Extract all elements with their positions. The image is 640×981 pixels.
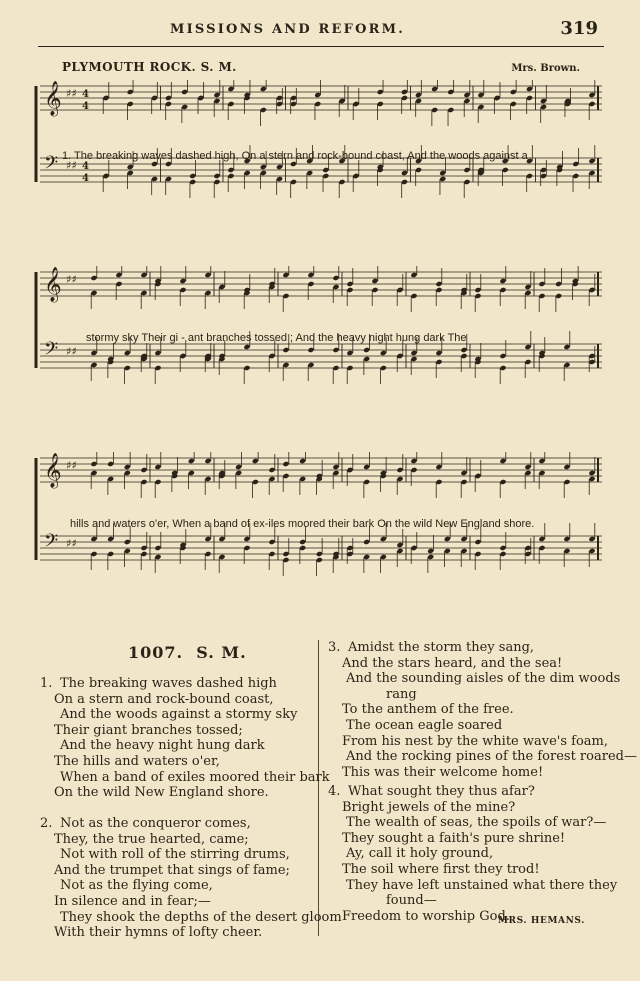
verse-line: And the stars heard, and the sea! [342,655,563,671]
verse-line: Not as the conqueror comes, [60,816,251,831]
verse-line: The wealth of seas, the spoils of war?— [346,815,607,831]
svg-text:♯♯: ♯♯ [66,459,77,472]
page-number: 319 [560,18,598,39]
treble-staff [40,266,602,312]
lyric-line-1: 1. The breaking waves dashed high, On a stern and rock-bound coast, And the woods against a [62,150,528,162]
verse-line: found— [386,893,437,909]
verse-2 [40,816,342,941]
verse-line: Amidst the storm they sang, [348,640,535,655]
lyric-line-3: hills and waters o'er, When a band of ex-iles moored their bark On the wild New England shore. [70,518,535,530]
verse-line: They shook the depths of the desert gloom [60,909,342,925]
verse-line: And the sounding aisles of the dim woods [346,671,621,687]
verse-line: Not as the flying come, [60,878,213,894]
svg-text:♯♯: ♯♯ [66,345,77,358]
verse-line: To the anthem of the free. [342,702,514,718]
svg-text:4: 4 [82,161,89,172]
verse-line: What sought they thus afar? [348,784,535,799]
verse-number: 3. [328,640,341,655]
verse-line: The hills and waters o'er, [54,753,220,769]
svg-text:4: 4 [82,89,89,100]
svg-text:♯♯: ♯♯ [66,159,77,172]
running-title: MISSIONS AND REFORM. [170,22,405,37]
verse-line: When a band of exiles moored their bark [60,769,330,785]
svg-text:𝄢: 𝄢 [44,339,59,364]
verse-line: And the trumpet that sings of fame; [54,862,290,878]
treble-staff [40,80,602,126]
treble-staff [40,452,602,498]
verse-line: Bright jewels of the mine? [342,799,516,815]
verse-line: Freedom to worship God. [342,908,510,924]
svg-text:𝄢: 𝄢 [44,153,59,178]
verse-1 [40,676,330,801]
verse-line: Their giant branches tossed; [54,722,243,738]
hymn-number: 1007. [128,643,184,662]
svg-text:𝄞: 𝄞 [44,81,62,116]
verse-line: Ay, call it holy ground, [346,846,494,862]
svg-text:♯♯: ♯♯ [66,87,77,100]
hymn-author: MRS. HEMANS. [498,916,585,926]
hymn-number-heading [128,643,247,662]
verse-line: The breaking waves dashed high [60,676,277,691]
verse-number: 1. [40,676,53,691]
verse-line: rang [386,686,417,702]
verse-line: And the rocking pines of the forest roared— [346,749,637,765]
verse-line: They have left unstained what there they [346,877,618,893]
verse-number: 4. [328,784,341,799]
verse-4 [328,784,617,924]
verse-line: And the woods against a stormy sky [60,707,298,723]
svg-text:𝄢: 𝄢 [44,531,59,556]
svg-text:♯♯: ♯♯ [66,273,77,286]
svg-text:♯♯: ♯♯ [66,537,77,550]
verse-line: Not with roll of the stirring drums, [60,847,290,863]
verse-line: In silence and in fear;— [54,893,211,909]
svg-text:4: 4 [82,173,89,184]
verse-line: This was their welcome home! [342,764,544,780]
verse-line: On the wild New England shore. [54,785,269,801]
verse-line: With their hymns of lofty cheer. [54,925,263,941]
svg-text:𝄞: 𝄞 [44,267,62,302]
verse-line: And the heavy night hung dark [60,738,265,754]
verse-line: On a stern and rock-bound coast, [54,691,274,707]
tune-name: PLYMOUTH ROCK. S. M. [62,60,237,74]
verse-number: 2. [40,816,53,831]
verse-line: They, the true hearted, came; [54,831,249,847]
lyric-line-2: stormy sky Their gi - ant branches tossed ; And the heavy night hung dark The [86,332,467,344]
svg-text:4: 4 [82,101,89,112]
header-rule [38,46,604,47]
verse-line: From his nest by the white wave's foam, [342,733,609,749]
verse-line: They sought a faith's pure shrine! [342,830,566,846]
verse-3 [328,640,637,780]
running-head [0,20,640,44]
composer-credit: Mrs. Brown. [511,63,580,74]
verse-line: The soil where first they trod! [342,861,540,877]
verse-line: The ocean eagle soared [346,717,503,733]
hymn-meter: S. M. [196,643,247,662]
bass-staff [40,523,602,576]
svg-text:𝄞: 𝄞 [44,453,62,488]
